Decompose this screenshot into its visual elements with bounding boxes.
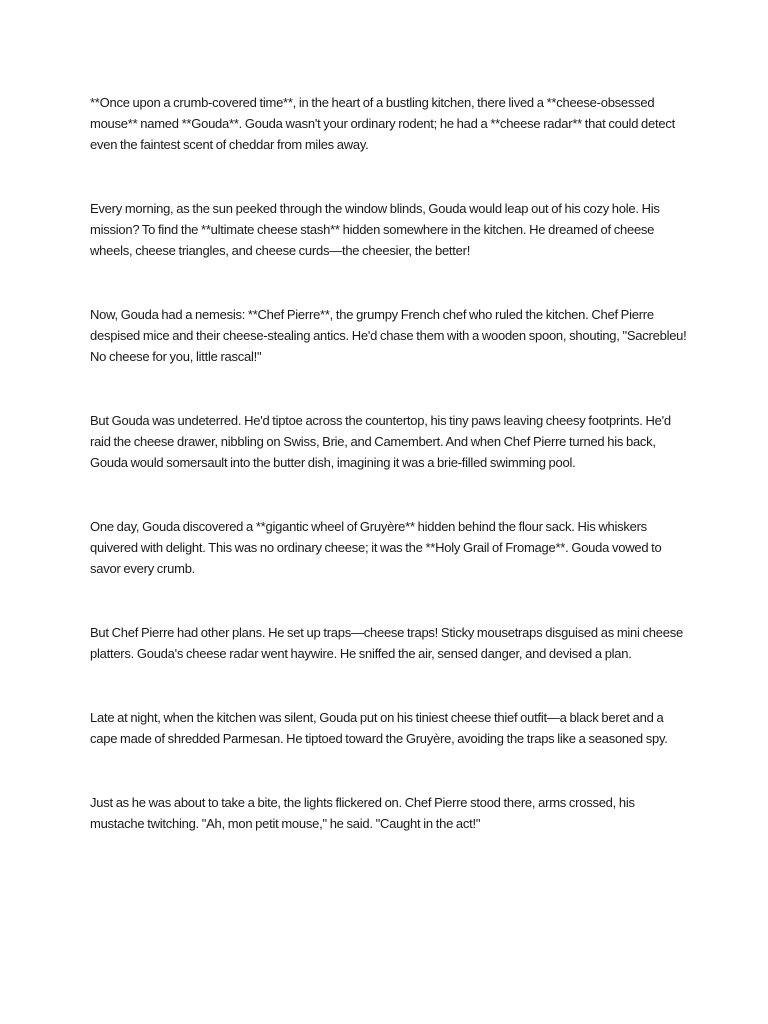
- paragraph-1: **Once upon a crumb-covered time**, in the heart of a bustling kitchen, there lived a **cheese-obsessed mouse** named **Gouda**. Gouda wasn't your ordinary rodent; he had a **cheese radar** that could detect even the faintest scent of cheddar from miles away.: [90, 95, 675, 152]
- paragraph-8: Just as he was about to take a bite, the lights flickered on. Chef Pierre stood there, arms crossed, his mustache twitching. "Ah, mon petit mouse," he said. "Caught in the act!": [90, 795, 635, 831]
- document-body: [90, 92, 690, 877]
- paragraph-4: But Gouda was undeterred. He'd tiptoe across the countertop, his tiny paws leaving cheesy footprints. He'd raid the cheese drawer, nibbling on Swiss, Brie, and Camembert. And when Chef Pierre turned his back, Gouda would somersault into the butter dish, imagining it was a brie-filled swimming pool.: [90, 413, 671, 470]
- paragraph-7: Late at night, when the kitchen was silent, Gouda put on his tiniest cheese thief outfit—a black beret and a cape made of shredded Parmesan. He tiptoed toward the Gruyère, avoiding the traps like a seasoned spy.: [90, 710, 668, 746]
- paragraph-6: But Chef Pierre had other plans. He set up traps—cheese traps! Sticky mousetraps disguised as mini cheese platters. Gouda's cheese radar went haywire. He sniffed the air, sensed danger, and devised a plan.: [90, 625, 683, 661]
- paragraph-2: Every morning, as the sun peeked through the window blinds, Gouda would leap out of his cozy hole. His mission? To find the **ultimate cheese stash** hidden somewhere in the kitchen. He dreamed of cheese wheels, cheese triangles, and cheese curds—the cheesier, the better!: [90, 201, 660, 258]
- paragraph-5: One day, Gouda discovered a **gigantic wheel of Gruyère** hidden behind the flour sack. His whiskers quivered with delight. This was no ordinary cheese; it was the **Holy Grail of Fromage**. Gouda vowed to savor every crumb.: [90, 519, 662, 576]
- paragraph-3: Now, Gouda had a nemesis: **Chef Pierre**, the grumpy French chef who ruled the kitchen. Chef Pierre despised mice and their cheese-stealing antics. He'd chase them with a wooden spoon, shouting, "Sacrebleu! No cheese for you, little rascal!": [90, 307, 687, 364]
